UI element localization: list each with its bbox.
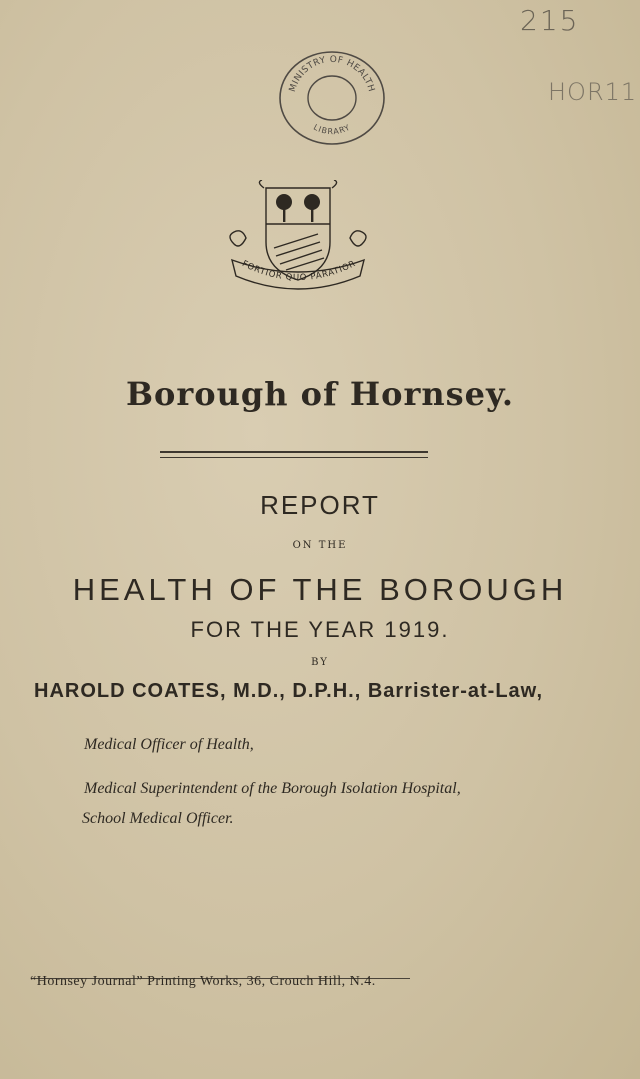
by-label: BY — [311, 657, 329, 668]
report-subject: HEALTH OF THE BOROUGH — [72, 572, 568, 607]
report-heading: REPORT — [260, 490, 380, 520]
printer-imprint: “Hornsey Journal” Printing Works, 36, Crouch Hill, N.4. — [30, 974, 376, 989]
title-divider — [160, 451, 428, 458]
author-name: HAROLD COATES, M.D., D.P.H., Barrister-at-Law, — [34, 680, 544, 702]
page-number-annotation: 215 — [520, 4, 580, 37]
svg-text:LIBRARY — [312, 123, 352, 137]
report-year: FOR THE YEAR 1919. — [190, 617, 450, 642]
library-stamp — [276, 48, 388, 148]
stamp-text: MINISTRY OF HEALTH — [287, 54, 377, 94]
stamp-sub-text: LIBRARY — [311, 122, 353, 137]
coat-of-arms-crest — [226, 180, 370, 300]
author-role: Medical Officer of Health, — [84, 736, 254, 753]
on-the-label: ON THE — [292, 540, 348, 551]
crest-motto: FORTIOR QUO PARATIOR — [240, 258, 358, 284]
author-role: School Medical Officer. — [82, 810, 234, 827]
author-role: Medical Superintendent of the Borough Isolation Hospital, — [84, 780, 461, 797]
svg-text:FORTIOR QUO PARATIOR — [240, 259, 357, 283]
shelf-mark-annotation: HOR11 — [548, 78, 638, 106]
document-title: Borough of Hornsey. — [125, 375, 515, 413]
